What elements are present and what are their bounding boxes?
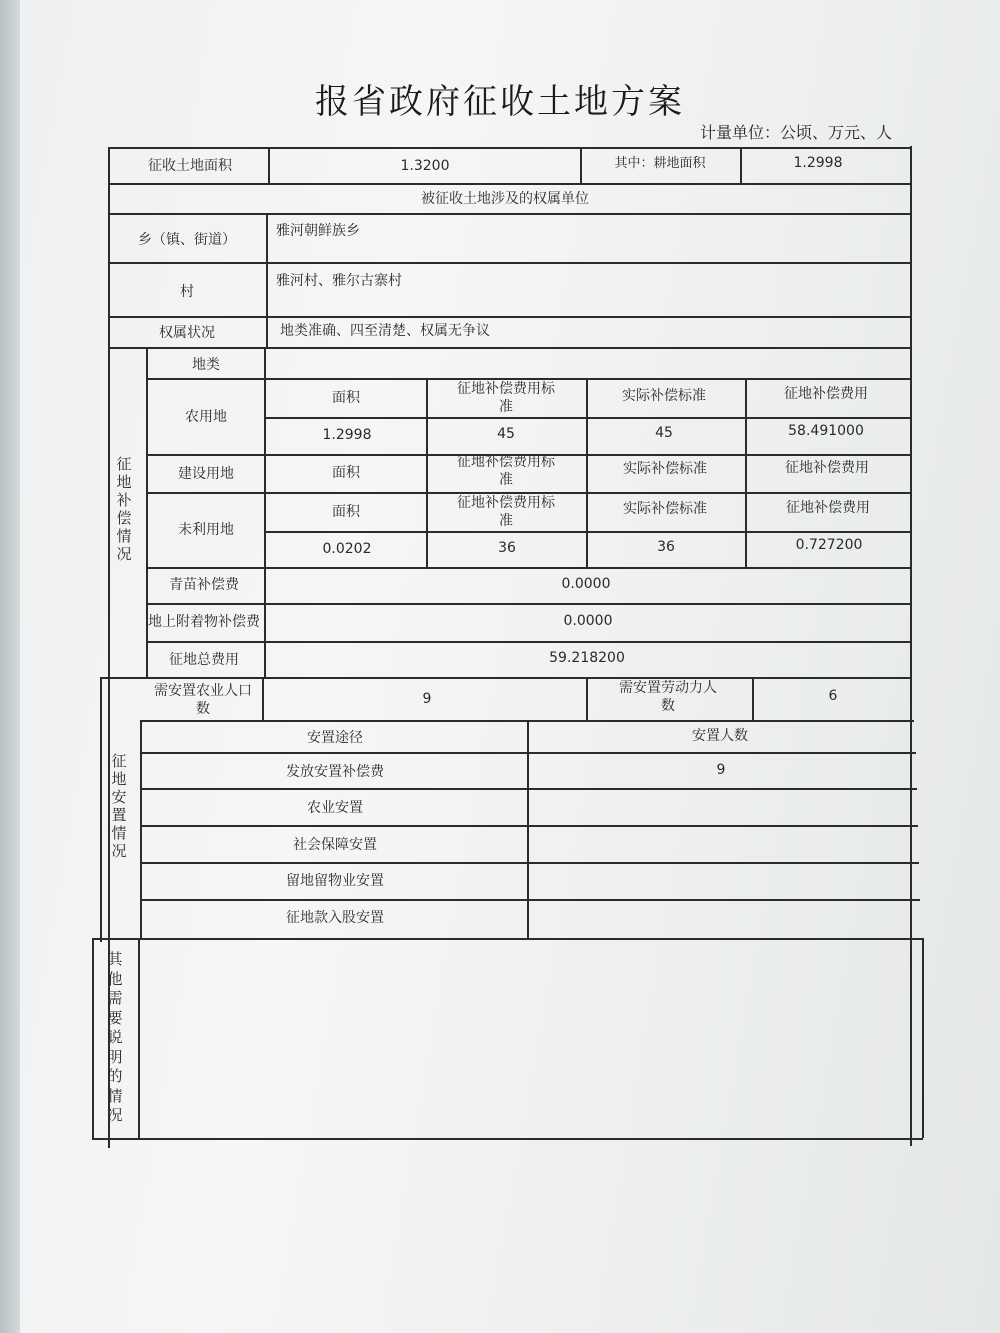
rule	[108, 183, 911, 185]
other-section-label: 其 他 需 要 说 明 的 情 况	[107, 950, 123, 1124]
attachment-label: 地上附着物补偿费	[148, 614, 260, 630]
unused-label: 未利用地	[178, 522, 234, 538]
resettle-method-2: 农业安置	[307, 800, 363, 816]
farmland-label: 其中：耕地面积	[614, 156, 706, 171]
col-count: 安置人数	[692, 728, 748, 744]
compensation-section-label: 征 地 补 偿 情 况	[116, 455, 132, 563]
rule	[146, 641, 911, 643]
construction-col-fee: 征地补偿费用	[785, 460, 869, 476]
ownership-header: 被征收土地涉及的权属单位	[421, 191, 589, 207]
col-actual: 实际补偿标准	[622, 388, 706, 404]
village-value: 雅河村、雅尔古寨村	[276, 273, 402, 289]
unused-area: 0.0202	[322, 541, 372, 557]
rule	[92, 938, 922, 940]
attachment-value: 0.0000	[563, 613, 613, 629]
rule	[740, 147, 742, 183]
col-area: 面积	[332, 390, 360, 406]
total-area-value: 1.3200	[400, 158, 450, 174]
unused-col-actual: 实际补偿标准	[623, 501, 707, 517]
total-fee-value: 59.218200	[549, 650, 625, 666]
border-left-lower	[92, 940, 94, 1140]
agricultural-label: 农用地	[185, 409, 227, 425]
col-standard: 征地补偿费用标准	[457, 381, 555, 415]
village-label: 村	[180, 284, 194, 300]
rule	[138, 938, 140, 1140]
land-type-label: 地类	[192, 357, 220, 373]
rule	[745, 378, 747, 567]
agricultural-actual: 45	[655, 425, 673, 441]
rule	[108, 316, 911, 318]
status-value: 地类准确、四至清楚、权属无争议	[280, 323, 490, 339]
agricultural-standard: 45	[497, 426, 515, 442]
resettle-method-5: 征地款入股安置	[286, 910, 384, 926]
total-fee-label: 征地总费用	[169, 652, 239, 668]
rule	[100, 677, 102, 942]
rule	[586, 378, 588, 567]
labor-label: 需安置劳动力人数	[619, 680, 717, 714]
agri-pop-value: 9	[422, 691, 432, 707]
agri-pop-label: 需安置农业人口数	[154, 683, 252, 717]
seedling-value: 0.0000	[561, 576, 611, 592]
rule	[586, 677, 588, 720]
resettle-method-1: 发放安置补偿费	[286, 764, 384, 780]
resettle-method-3: 社会保障安置	[293, 837, 377, 853]
rule	[108, 347, 911, 349]
col-method: 安置途径	[307, 730, 363, 746]
rule	[146, 567, 911, 569]
rule	[752, 677, 754, 720]
unit-note: 计量单位：公顷、万元、人	[699, 123, 892, 142]
construction-label: 建设用地	[178, 466, 234, 482]
construction-col-standard: 征地补偿费用标准	[457, 454, 555, 488]
seedling-label: 青苗补偿费	[169, 577, 239, 593]
rule	[108, 147, 911, 149]
farmland-value: 1.2998	[793, 155, 843, 171]
rule	[264, 347, 266, 677]
township-value: 雅河朝鲜族乡	[276, 223, 360, 239]
resettle-method-4: 留地留物业安置	[286, 873, 384, 889]
rule	[922, 938, 924, 1138]
labor-value: 6	[828, 688, 838, 704]
status-label: 权属状况	[159, 325, 215, 341]
rule	[100, 677, 911, 679]
rule	[580, 147, 582, 183]
rule	[140, 862, 919, 864]
resettle-count-1: 9	[716, 762, 726, 778]
rule	[140, 788, 917, 790]
border-right	[910, 146, 912, 1146]
rule	[146, 603, 911, 605]
rule	[108, 213, 911, 215]
rule	[108, 262, 911, 264]
construction-col-actual: 实际补偿标准	[623, 461, 707, 477]
rule	[140, 752, 916, 754]
agricultural-fee: 58.491000	[788, 423, 864, 439]
rule	[92, 1138, 923, 1140]
township-label: 乡（镇、街道）	[138, 232, 236, 248]
rule	[140, 825, 918, 827]
col-fee: 征地补偿费用	[784, 386, 868, 402]
unused-col-area: 面积	[332, 504, 360, 520]
total-area-label: 征收土地面积	[148, 158, 232, 174]
rule	[262, 677, 264, 720]
unused-standard: 36	[498, 540, 516, 556]
rule	[426, 378, 428, 567]
unused-col-fee: 征地补偿费用	[786, 500, 870, 516]
rule	[268, 147, 270, 183]
page-title: 报省政府征收土地方案	[315, 82, 685, 122]
unused-col-standard: 征地补偿费用标准	[457, 495, 555, 529]
agricultural-area: 1.2998	[322, 427, 372, 443]
rule	[266, 213, 268, 347]
construction-col-area: 面积	[332, 465, 360, 481]
rule	[140, 899, 920, 901]
unused-fee: 0.727200	[795, 537, 863, 553]
unused-actual: 36	[657, 539, 675, 555]
resettlement-section-label: 征 地 安 置 情 况	[111, 752, 127, 860]
